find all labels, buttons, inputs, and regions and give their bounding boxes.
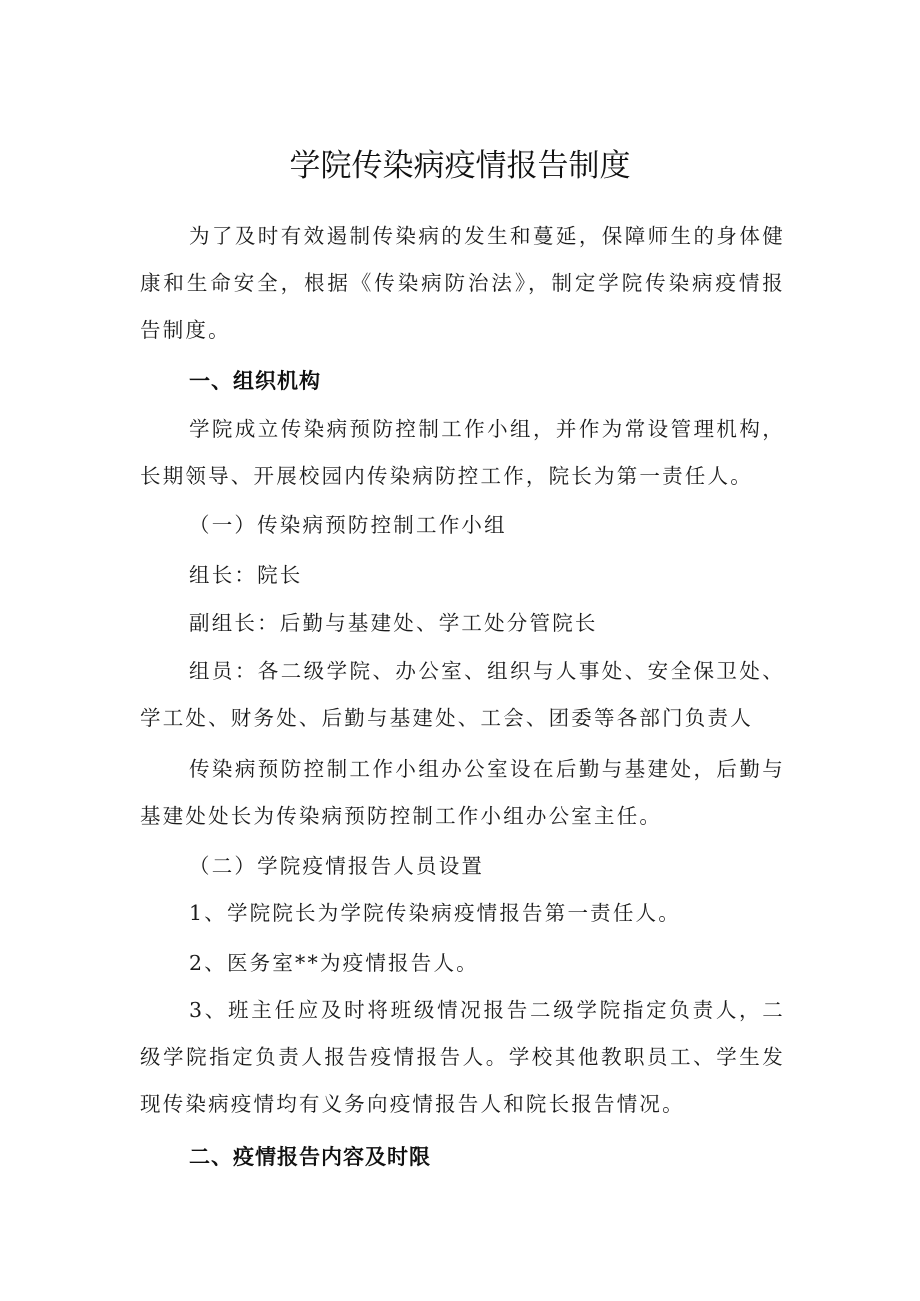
list-item-3: 3、班主任应及时将班级情况报告二级学院指定负责人，二级学院指定负责人报告疫情报告人。学校其他教职员工、学生发现传染病疫情均有义务向疫情报告人和院长报告情况。 [140,998,785,1116]
members-paragraph: 组员：各二级学院、办公室、组织与人事处、安全保卫处、学工处、财务处、后勤与基建处、工会、团委等各部门负责人 [140,659,785,730]
list-item-1: 1、学院院长为学院传染病疫情报告第一责任人。 [189,901,681,925]
intro-paragraph: 为了及时有效遏制传染病的发生和蔓延，保障师生的身体健康和生命安全，根据《传染病防治法》，制定学院传染病疫情报告制度。 [140,224,785,342]
subsection-1-heading: （一）传染病预防控制工作小组 [189,513,507,537]
deputy-leader-line: 副组长：后勤与基建处、学工处分管院长 [189,611,598,635]
document-title: 学院传染病疫情报告制度 [289,148,631,184]
section-1-paragraph: 学院成立传染病预防控制工作小组，并作为常设管理机构，长期领导、开展校园内传染病防控工作，院长为第一责任人。 [140,417,785,488]
office-paragraph: 传染病预防控制工作小组办公室设在后勤与基建处，后勤与基建处处长为传染病预防控制工作小组办公室主任。 [140,757,785,828]
section-1-heading: 一、组织机构 [189,369,321,393]
list-item-2: 2、医务室**为疫情报告人。 [189,951,479,975]
group-leader-line: 组长：院长 [189,563,303,587]
subsection-2-heading: （二）学院疫情报告人员设置 [189,854,485,878]
section-2-heading: 二、疫情报告内容及时限 [189,1145,431,1169]
